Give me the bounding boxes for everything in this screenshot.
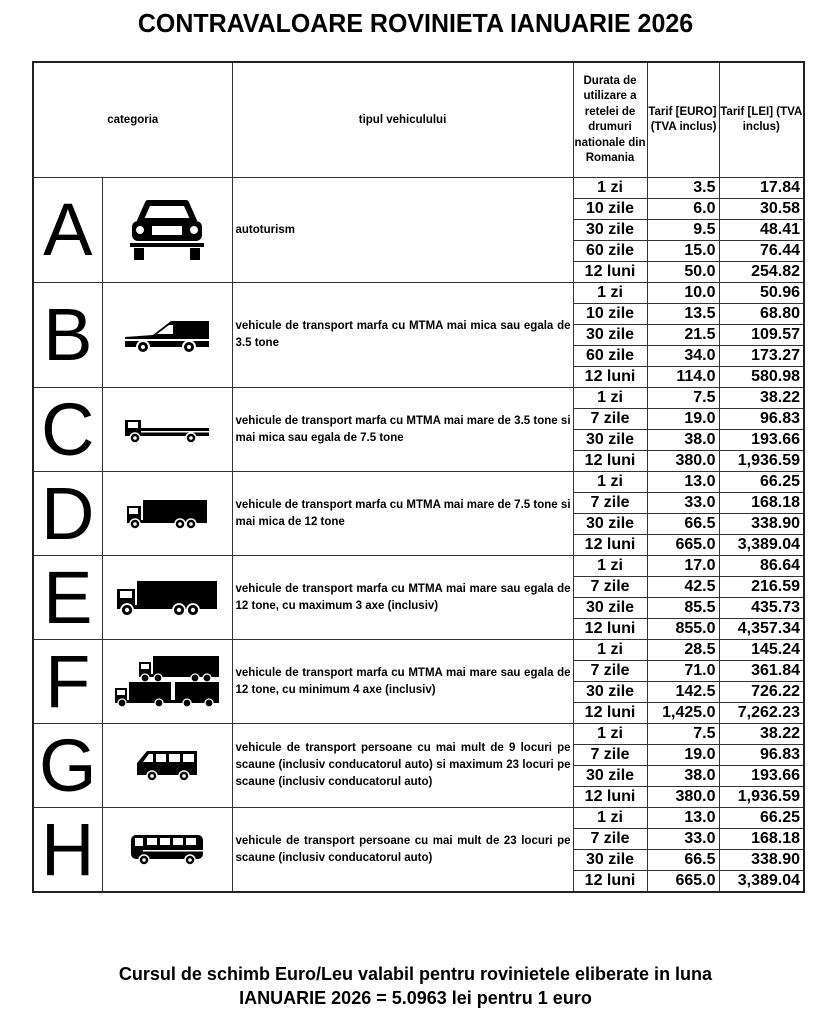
tariff-euro-cell: 7.5 bbox=[647, 388, 719, 409]
duration-cell: 7 zile bbox=[573, 493, 647, 514]
duration-cell: 12 luni bbox=[573, 787, 647, 808]
tariff-euro-cell: 665.0 bbox=[647, 535, 719, 556]
rate-row bbox=[33, 283, 804, 304]
tariff-euro-cell: 15.0 bbox=[647, 241, 719, 262]
tariff-lei-cell: 86.64 bbox=[719, 556, 804, 577]
duration-cell: 30 zile bbox=[573, 682, 647, 703]
duration-cell: 1 zi bbox=[573, 283, 647, 304]
header-tarif-euro: Tarif [EURO] (TVA inclus) bbox=[647, 62, 719, 178]
tariff-lei-cell: 48.41 bbox=[719, 220, 804, 241]
tariff-euro-cell: 50.0 bbox=[647, 262, 719, 283]
tariff-lei-cell: 173.27 bbox=[719, 346, 804, 367]
tariff-lei-cell: 1,936.59 bbox=[719, 451, 804, 472]
tariff-lei-cell: 193.66 bbox=[719, 430, 804, 451]
duration-cell: 1 zi bbox=[573, 388, 647, 409]
tariff-euro-cell: 9.5 bbox=[647, 220, 719, 241]
tariff-euro-cell: 38.0 bbox=[647, 766, 719, 787]
tariff-lei-cell: 361.84 bbox=[719, 661, 804, 682]
tariff-euro-cell: 114.0 bbox=[647, 367, 719, 388]
tariff-euro-cell: 71.0 bbox=[647, 661, 719, 682]
tariff-lei-cell: 1,936.59 bbox=[719, 787, 804, 808]
header-categoria: categoria bbox=[33, 62, 232, 178]
vehicle-icon-cell bbox=[102, 472, 232, 556]
vehicle-type-description: autoturism bbox=[232, 178, 573, 283]
tariff-lei-cell: 96.83 bbox=[719, 745, 804, 766]
duration-cell: 30 zile bbox=[573, 325, 647, 346]
duration-cell: 30 zile bbox=[573, 850, 647, 871]
duration-cell: 1 zi bbox=[573, 724, 647, 745]
duration-cell: 30 zile bbox=[573, 220, 647, 241]
vehicle-icon-cell bbox=[102, 556, 232, 640]
duration-cell: 1 zi bbox=[573, 808, 647, 829]
bus-icon bbox=[103, 833, 232, 867]
tariff-lei-cell: 38.22 bbox=[719, 724, 804, 745]
tariff-euro-cell: 6.0 bbox=[647, 199, 719, 220]
category-letter: G bbox=[33, 724, 102, 808]
tariff-euro-cell: 13.5 bbox=[647, 304, 719, 325]
duration-cell: 7 zile bbox=[573, 577, 647, 598]
tariff-lei-cell: 3,389.04 bbox=[719, 871, 804, 893]
tariff-euro-cell: 21.5 bbox=[647, 325, 719, 346]
rate-row bbox=[33, 808, 804, 829]
category-letter: B bbox=[33, 283, 102, 388]
tariff-euro-cell: 19.0 bbox=[647, 745, 719, 766]
tariff-lei-cell: 96.83 bbox=[719, 409, 804, 430]
tariff-lei-cell: 168.18 bbox=[719, 829, 804, 850]
tariff-lei-cell: 580.98 bbox=[719, 367, 804, 388]
category-letter: A bbox=[33, 178, 102, 283]
duration-cell: 1 zi bbox=[573, 472, 647, 493]
tariff-lei-cell: 66.25 bbox=[719, 472, 804, 493]
category-letter: H bbox=[33, 808, 102, 893]
tariff-euro-cell: 34.0 bbox=[647, 346, 719, 367]
tariff-lei-cell: 435.73 bbox=[719, 598, 804, 619]
vehicle-icon-cell bbox=[102, 388, 232, 472]
tariff-euro-cell: 28.5 bbox=[647, 640, 719, 661]
tariff-lei-cell: 254.82 bbox=[719, 262, 804, 283]
rate-row bbox=[33, 388, 804, 409]
tariff-euro-cell: 855.0 bbox=[647, 619, 719, 640]
header-durata: Durata de utilizare a retelei de drumuri nationale din Romania bbox=[573, 62, 647, 178]
exchange-rate-line-2: IANUARIE 2026 = 5.0963 lei pentru 1 euro bbox=[239, 988, 592, 1008]
tariff-lei-cell: 50.96 bbox=[719, 283, 804, 304]
duration-cell: 30 zile bbox=[573, 766, 647, 787]
exchange-rate-note bbox=[0, 962, 831, 1010]
tariff-lei-cell: 109.57 bbox=[719, 325, 804, 346]
duration-cell: 30 zile bbox=[573, 598, 647, 619]
tariff-lei-cell: 76.44 bbox=[719, 241, 804, 262]
vehicle-icon-cell bbox=[102, 640, 232, 724]
exchange-rate-line-1: Cursul de schimb Euro/Leu valabil pentru rovinietele eliberate in luna bbox=[118, 964, 713, 984]
duration-cell: 7 zile bbox=[573, 661, 647, 682]
header-row bbox=[33, 62, 804, 178]
articulated-trucks-icon bbox=[103, 656, 232, 708]
duration-cell: 10 zile bbox=[573, 199, 647, 220]
tariff-lei-cell: 168.18 bbox=[719, 493, 804, 514]
tariff-euro-cell: 85.5 bbox=[647, 598, 719, 619]
duration-cell: 1 zi bbox=[573, 556, 647, 577]
van-icon bbox=[103, 317, 232, 353]
tariff-lei-cell: 338.90 bbox=[719, 850, 804, 871]
header-tarif-lei: Tarif [LEI] (TVA inclus) bbox=[719, 62, 804, 178]
vehicle-icon-cell bbox=[102, 724, 232, 808]
vehicle-type-description: vehicule de transport persoane cu mai mult de 9 locuri pe scaune (inclusiv conducatorul auto) si maximum 23 locuri pe scaune (inclusiv conducatorul auto) bbox=[232, 724, 573, 808]
tariff-euro-cell: 380.0 bbox=[647, 451, 719, 472]
tariff-euro-cell: 13.0 bbox=[647, 808, 719, 829]
tariff-euro-cell: 33.0 bbox=[647, 829, 719, 850]
rate-row bbox=[33, 178, 804, 199]
large-truck-icon bbox=[103, 579, 232, 617]
tariff-lei-cell: 145.24 bbox=[719, 640, 804, 661]
tariff-lei-cell: 66.25 bbox=[719, 808, 804, 829]
tariff-euro-cell: 142.5 bbox=[647, 682, 719, 703]
duration-cell: 7 zile bbox=[573, 829, 647, 850]
tariff-euro-cell: 13.0 bbox=[647, 472, 719, 493]
tariff-euro-cell: 3.5 bbox=[647, 178, 719, 199]
duration-cell: 30 zile bbox=[573, 430, 647, 451]
duration-cell: 30 zile bbox=[573, 514, 647, 535]
category-letter: E bbox=[33, 556, 102, 640]
minibus-icon bbox=[103, 749, 232, 783]
vehicle-type-description: vehicule de transport marfa cu MTMA mai mica sau egala de 3.5 tone bbox=[232, 283, 573, 388]
tariff-euro-cell: 38.0 bbox=[647, 430, 719, 451]
duration-cell: 12 luni bbox=[573, 451, 647, 472]
tariff-euro-cell: 66.5 bbox=[647, 514, 719, 535]
duration-cell: 12 luni bbox=[573, 871, 647, 893]
tariff-lei-cell: 216.59 bbox=[719, 577, 804, 598]
category-letter: D bbox=[33, 472, 102, 556]
rate-row bbox=[33, 724, 804, 745]
duration-cell: 10 zile bbox=[573, 304, 647, 325]
duration-cell: 60 zile bbox=[573, 241, 647, 262]
vehicle-type-description: vehicule de transport marfa cu MTMA mai mare de 3.5 tone si mai mica sau egala de 7.5 tone bbox=[232, 388, 573, 472]
tariff-euro-cell: 42.5 bbox=[647, 577, 719, 598]
rate-row bbox=[33, 556, 804, 577]
category-letter: C bbox=[33, 388, 102, 472]
duration-cell: 1 zi bbox=[573, 178, 647, 199]
tariff-lei-cell: 193.66 bbox=[719, 766, 804, 787]
vehicle-type-description: vehicule de transport marfa cu MTMA mai mare de 7.5 tone si mai mica de 12 tone bbox=[232, 472, 573, 556]
car-icon bbox=[103, 199, 232, 261]
duration-cell: 7 zile bbox=[573, 745, 647, 766]
tariff-euro-cell: 10.0 bbox=[647, 283, 719, 304]
duration-cell: 12 luni bbox=[573, 262, 647, 283]
duration-cell: 12 luni bbox=[573, 619, 647, 640]
page-title: CONTRAVALOARE ROVINIETA IANUARIE 2026 bbox=[137, 8, 694, 38]
duration-cell: 1 zi bbox=[573, 640, 647, 661]
tariff-lei-cell: 7,262.23 bbox=[719, 703, 804, 724]
flatbed-truck-icon bbox=[103, 416, 232, 444]
tariff-euro-cell: 1,425.0 bbox=[647, 703, 719, 724]
vehicle-icon-cell bbox=[102, 808, 232, 893]
duration-cell: 60 zile bbox=[573, 346, 647, 367]
box-truck-icon bbox=[103, 498, 232, 530]
vehicle-icon-cell bbox=[102, 283, 232, 388]
vehicle-type-description: vehicule de transport marfa cu MTMA mai mare sau egala de 12 tone, cu maximum 3 axe (inclusiv) bbox=[232, 556, 573, 640]
tariff-lei-cell: 726.22 bbox=[719, 682, 804, 703]
rate-row bbox=[33, 472, 804, 493]
tariff-euro-cell: 66.5 bbox=[647, 850, 719, 871]
tariff-euro-cell: 19.0 bbox=[647, 409, 719, 430]
tariff-euro-cell: 33.0 bbox=[647, 493, 719, 514]
duration-cell: 12 luni bbox=[573, 535, 647, 556]
tariff-lei-cell: 4,357.34 bbox=[719, 619, 804, 640]
vehicle-icon-cell bbox=[102, 178, 232, 283]
duration-cell: 12 luni bbox=[573, 703, 647, 724]
tariff-lei-cell: 68.80 bbox=[719, 304, 804, 325]
tariff-euro-cell: 665.0 bbox=[647, 871, 719, 893]
tariff-lei-cell: 3,389.04 bbox=[719, 535, 804, 556]
category-letter: F bbox=[33, 640, 102, 724]
duration-cell: 12 luni bbox=[573, 367, 647, 388]
tariff-lei-cell: 38.22 bbox=[719, 388, 804, 409]
duration-cell: 7 zile bbox=[573, 409, 647, 430]
tariff-lei-cell: 17.84 bbox=[719, 178, 804, 199]
tariff-lei-cell: 338.90 bbox=[719, 514, 804, 535]
vehicle-type-description: vehicule de transport marfa cu MTMA mai mare sau egala de 12 tone, cu minimum 4 axe (inclusiv) bbox=[232, 640, 573, 724]
rate-row bbox=[33, 640, 804, 661]
tariff-euro-cell: 17.0 bbox=[647, 556, 719, 577]
tariff-lei-cell: 30.58 bbox=[719, 199, 804, 220]
tariff-euro-cell: 380.0 bbox=[647, 787, 719, 808]
vehicle-type-description: vehicule de transport persoane cu mai mult de 23 locuri pe scaune (inclusiv conducatorul auto) bbox=[232, 808, 573, 893]
tariff-euro-cell: 7.5 bbox=[647, 724, 719, 745]
header-tip-vehicul: tipul vehiculului bbox=[232, 62, 573, 178]
rates-table bbox=[32, 61, 805, 893]
